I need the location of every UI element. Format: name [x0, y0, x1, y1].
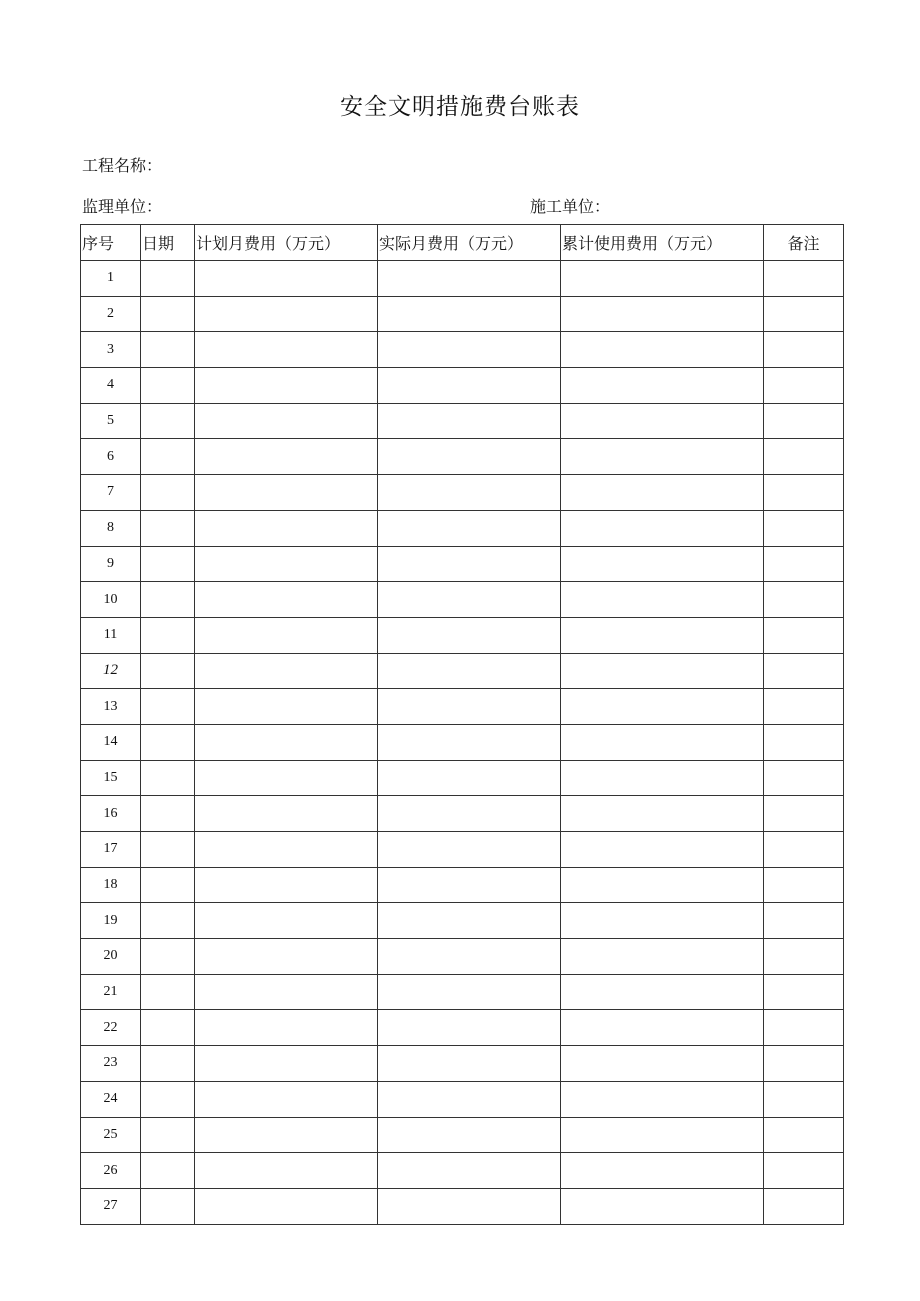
actual-cost-cell[interactable]	[378, 332, 561, 368]
note-cell[interactable]	[764, 439, 844, 475]
table-row	[81, 261, 844, 297]
cumulative-cost-cell[interactable]	[561, 368, 764, 404]
cumulative-cost-cell[interactable]	[561, 617, 764, 653]
date-cell[interactable]	[141, 1046, 195, 1082]
date-cell[interactable]	[141, 689, 195, 725]
table-row	[81, 867, 844, 903]
date-cell[interactable]	[141, 1010, 195, 1046]
actual-cost-cell[interactable]	[378, 1046, 561, 1082]
row-seq-cell: 1	[81, 261, 141, 297]
cumulative-cost-cell[interactable]	[561, 1153, 764, 1189]
planned-cost-cell[interactable]	[195, 546, 378, 582]
cumulative-cost-cell[interactable]	[561, 546, 764, 582]
actual-cost-cell[interactable]	[378, 689, 561, 725]
cumulative-cost-cell[interactable]	[561, 760, 764, 796]
note-cell[interactable]	[764, 974, 844, 1010]
row-seq-cell: 19	[81, 903, 141, 939]
cumulative-cost-cell[interactable]	[561, 689, 764, 725]
actual-cost-cell[interactable]	[378, 546, 561, 582]
row-seq-cell: 23	[81, 1046, 141, 1082]
note-cell[interactable]	[764, 475, 844, 511]
header-actual-cost: 实际月费用（万元）	[378, 225, 561, 261]
actual-cost-cell[interactable]	[378, 903, 561, 939]
planned-cost-cell[interactable]	[195, 939, 378, 975]
note-cell[interactable]	[764, 1046, 844, 1082]
note-cell[interactable]	[764, 724, 844, 760]
note-cell[interactable]	[764, 939, 844, 975]
note-cell[interactable]	[764, 832, 844, 868]
date-cell[interactable]	[141, 1188, 195, 1224]
cumulative-cost-cell[interactable]	[561, 403, 764, 439]
actual-cost-cell[interactable]	[378, 403, 561, 439]
row-seq-cell: 26	[81, 1153, 141, 1189]
note-cell[interactable]	[764, 403, 844, 439]
table-row	[81, 332, 844, 368]
actual-cost-cell[interactable]	[378, 1010, 561, 1046]
row-seq-cell: 2	[81, 296, 141, 332]
date-cell[interactable]	[141, 296, 195, 332]
row-seq-cell: 17	[81, 832, 141, 868]
cumulative-cost-cell[interactable]	[561, 1046, 764, 1082]
note-cell[interactable]	[764, 867, 844, 903]
cumulative-cost-cell[interactable]	[561, 1188, 764, 1224]
row-seq-cell: 7	[81, 475, 141, 511]
planned-cost-cell[interactable]	[195, 368, 378, 404]
actual-cost-cell[interactable]	[378, 939, 561, 975]
date-cell[interactable]	[141, 1081, 195, 1117]
row-seq-cell: 3	[81, 332, 141, 368]
actual-cost-cell[interactable]	[378, 760, 561, 796]
row-seq-cell: 24	[81, 1081, 141, 1117]
actual-cost-cell[interactable]	[378, 475, 561, 511]
date-cell[interactable]	[141, 439, 195, 475]
note-cell[interactable]	[764, 1153, 844, 1189]
note-cell[interactable]	[764, 653, 844, 689]
table-row	[81, 653, 844, 689]
row-seq-cell: 12	[81, 653, 141, 689]
note-cell[interactable]	[764, 1117, 844, 1153]
planned-cost-cell[interactable]	[195, 475, 378, 511]
header-note: 备注	[764, 225, 844, 261]
note-cell[interactable]	[764, 332, 844, 368]
header-cumulative-cost: 累计使用费用（万元）	[561, 225, 764, 261]
date-cell[interactable]	[141, 939, 195, 975]
row-seq-cell: 8	[81, 510, 141, 546]
actual-cost-cell[interactable]	[378, 832, 561, 868]
actual-cost-cell[interactable]	[378, 582, 561, 618]
table-row	[81, 1081, 844, 1117]
planned-cost-cell[interactable]	[195, 296, 378, 332]
contractor-unit-field: 施工单位：	[530, 197, 611, 216]
planned-cost-cell[interactable]	[195, 1117, 378, 1153]
date-cell[interactable]	[141, 332, 195, 368]
note-cell[interactable]	[764, 903, 844, 939]
actual-cost-cell[interactable]	[378, 1188, 561, 1224]
actual-cost-cell[interactable]	[378, 867, 561, 903]
row-seq-cell: 21	[81, 974, 141, 1010]
planned-cost-cell[interactable]	[195, 403, 378, 439]
date-cell[interactable]	[141, 832, 195, 868]
planned-cost-cell[interactable]	[195, 582, 378, 618]
table-row	[81, 689, 844, 725]
table-header-row	[81, 225, 844, 261]
page-title: 安全文明措施费台账表	[340, 94, 580, 120]
note-cell[interactable]	[764, 296, 844, 332]
table-row	[81, 475, 844, 511]
table-row	[81, 1046, 844, 1082]
planned-cost-cell[interactable]	[195, 796, 378, 832]
header-planned-cost: 计划月费用（万元）	[195, 225, 378, 261]
row-seq-cell: 14	[81, 724, 141, 760]
table-row	[81, 403, 844, 439]
table-row	[81, 974, 844, 1010]
row-seq-cell: 6	[81, 439, 141, 475]
actual-cost-cell[interactable]	[378, 439, 561, 475]
row-seq-cell: 18	[81, 867, 141, 903]
table-row	[81, 796, 844, 832]
date-cell[interactable]	[141, 510, 195, 546]
cumulative-cost-cell[interactable]	[561, 867, 764, 903]
date-cell[interactable]	[141, 261, 195, 297]
table-row	[81, 439, 844, 475]
row-seq-cell: 20	[81, 939, 141, 975]
cumulative-cost-cell[interactable]	[561, 475, 764, 511]
planned-cost-cell[interactable]	[195, 974, 378, 1010]
cumulative-cost-cell[interactable]	[561, 510, 764, 546]
actual-cost-cell[interactable]	[378, 261, 561, 297]
table-row	[81, 368, 844, 404]
note-cell[interactable]	[764, 689, 844, 725]
date-cell[interactable]	[141, 760, 195, 796]
table-row	[81, 1117, 844, 1153]
date-cell[interactable]	[141, 475, 195, 511]
date-cell[interactable]	[141, 368, 195, 404]
actual-cost-cell[interactable]	[378, 974, 561, 1010]
cumulative-cost-cell[interactable]	[561, 974, 764, 1010]
planned-cost-cell[interactable]	[195, 653, 378, 689]
date-cell[interactable]	[141, 546, 195, 582]
date-cell[interactable]	[141, 617, 195, 653]
cumulative-cost-cell[interactable]	[561, 261, 764, 297]
planned-cost-cell[interactable]	[195, 689, 378, 725]
row-seq-cell: 11	[81, 617, 141, 653]
table-row	[81, 546, 844, 582]
cumulative-cost-cell[interactable]	[561, 1081, 764, 1117]
table-row	[81, 1010, 844, 1046]
note-cell[interactable]	[764, 582, 844, 618]
expense-ledger-table	[80, 224, 844, 1225]
table-row	[81, 296, 844, 332]
cumulative-cost-cell[interactable]	[561, 724, 764, 760]
table-row	[81, 510, 844, 546]
cumulative-cost-cell[interactable]	[561, 439, 764, 475]
table-body	[81, 261, 844, 1225]
actual-cost-cell[interactable]	[378, 296, 561, 332]
date-cell[interactable]	[141, 1117, 195, 1153]
planned-cost-cell[interactable]	[195, 510, 378, 546]
cumulative-cost-cell[interactable]	[561, 1117, 764, 1153]
note-cell[interactable]	[764, 368, 844, 404]
cumulative-cost-cell[interactable]	[561, 1010, 764, 1046]
note-cell[interactable]	[764, 1081, 844, 1117]
table-row	[81, 939, 844, 975]
note-cell[interactable]	[764, 617, 844, 653]
planned-cost-cell[interactable]	[195, 724, 378, 760]
note-cell[interactable]	[764, 796, 844, 832]
note-cell[interactable]	[764, 1188, 844, 1224]
row-seq-cell: 10	[81, 582, 141, 618]
row-seq-cell: 16	[81, 796, 141, 832]
note-cell[interactable]	[764, 261, 844, 297]
cumulative-cost-cell[interactable]	[561, 653, 764, 689]
cumulative-cost-cell[interactable]	[561, 582, 764, 618]
date-cell[interactable]	[141, 403, 195, 439]
table-row	[81, 724, 844, 760]
actual-cost-cell[interactable]	[378, 1153, 561, 1189]
planned-cost-cell[interactable]	[195, 1010, 378, 1046]
actual-cost-cell[interactable]	[378, 796, 561, 832]
cumulative-cost-cell[interactable]	[561, 332, 764, 368]
cumulative-cost-cell[interactable]	[561, 296, 764, 332]
actual-cost-cell[interactable]	[378, 1117, 561, 1153]
date-cell[interactable]	[141, 903, 195, 939]
row-seq-cell: 9	[81, 546, 141, 582]
table-row	[81, 832, 844, 868]
date-cell[interactable]	[141, 1153, 195, 1189]
cumulative-cost-cell[interactable]	[561, 832, 764, 868]
planned-cost-cell[interactable]	[195, 760, 378, 796]
planned-cost-cell[interactable]	[195, 867, 378, 903]
cumulative-cost-cell[interactable]	[561, 939, 764, 975]
row-seq-cell: 22	[81, 1010, 141, 1046]
planned-cost-cell[interactable]	[195, 617, 378, 653]
row-seq-cell: 4	[81, 368, 141, 404]
actual-cost-cell[interactable]	[378, 653, 561, 689]
planned-cost-cell[interactable]	[195, 261, 378, 297]
planned-cost-cell[interactable]	[195, 1046, 378, 1082]
date-cell[interactable]	[141, 653, 195, 689]
project-name-field: 工程名称：	[82, 156, 163, 175]
table-row	[81, 1153, 844, 1189]
planned-cost-cell[interactable]	[195, 903, 378, 939]
note-cell[interactable]	[764, 1010, 844, 1046]
actual-cost-cell[interactable]	[378, 368, 561, 404]
table-row	[81, 903, 844, 939]
planned-cost-cell[interactable]	[195, 1153, 378, 1189]
row-seq-cell: 25	[81, 1117, 141, 1153]
date-cell[interactable]	[141, 724, 195, 760]
cumulative-cost-cell[interactable]	[561, 796, 764, 832]
supervisor-unit-field: 监理单位：	[82, 197, 163, 216]
row-seq-cell: 27	[81, 1188, 141, 1224]
date-cell[interactable]	[141, 796, 195, 832]
planned-cost-cell[interactable]	[195, 1081, 378, 1117]
actual-cost-cell[interactable]	[378, 1081, 561, 1117]
cumulative-cost-cell[interactable]	[561, 903, 764, 939]
date-cell[interactable]	[141, 582, 195, 618]
table-row	[81, 1188, 844, 1224]
actual-cost-cell[interactable]	[378, 510, 561, 546]
header-date: 日期	[141, 225, 195, 261]
planned-cost-cell[interactable]	[195, 332, 378, 368]
row-seq-cell: 5	[81, 403, 141, 439]
note-cell[interactable]	[764, 510, 844, 546]
date-cell[interactable]	[141, 867, 195, 903]
note-cell[interactable]	[764, 546, 844, 582]
row-seq-cell: 15	[81, 760, 141, 796]
planned-cost-cell[interactable]	[195, 832, 378, 868]
row-seq-cell: 13	[81, 689, 141, 725]
date-cell[interactable]	[141, 974, 195, 1010]
table-row	[81, 760, 844, 796]
table-row	[81, 582, 844, 618]
planned-cost-cell[interactable]	[195, 1188, 378, 1224]
planned-cost-cell[interactable]	[195, 439, 378, 475]
actual-cost-cell[interactable]	[378, 724, 561, 760]
actual-cost-cell[interactable]	[378, 617, 561, 653]
note-cell[interactable]	[764, 760, 844, 796]
header-seq: 序号	[81, 225, 141, 261]
table-row	[81, 617, 844, 653]
